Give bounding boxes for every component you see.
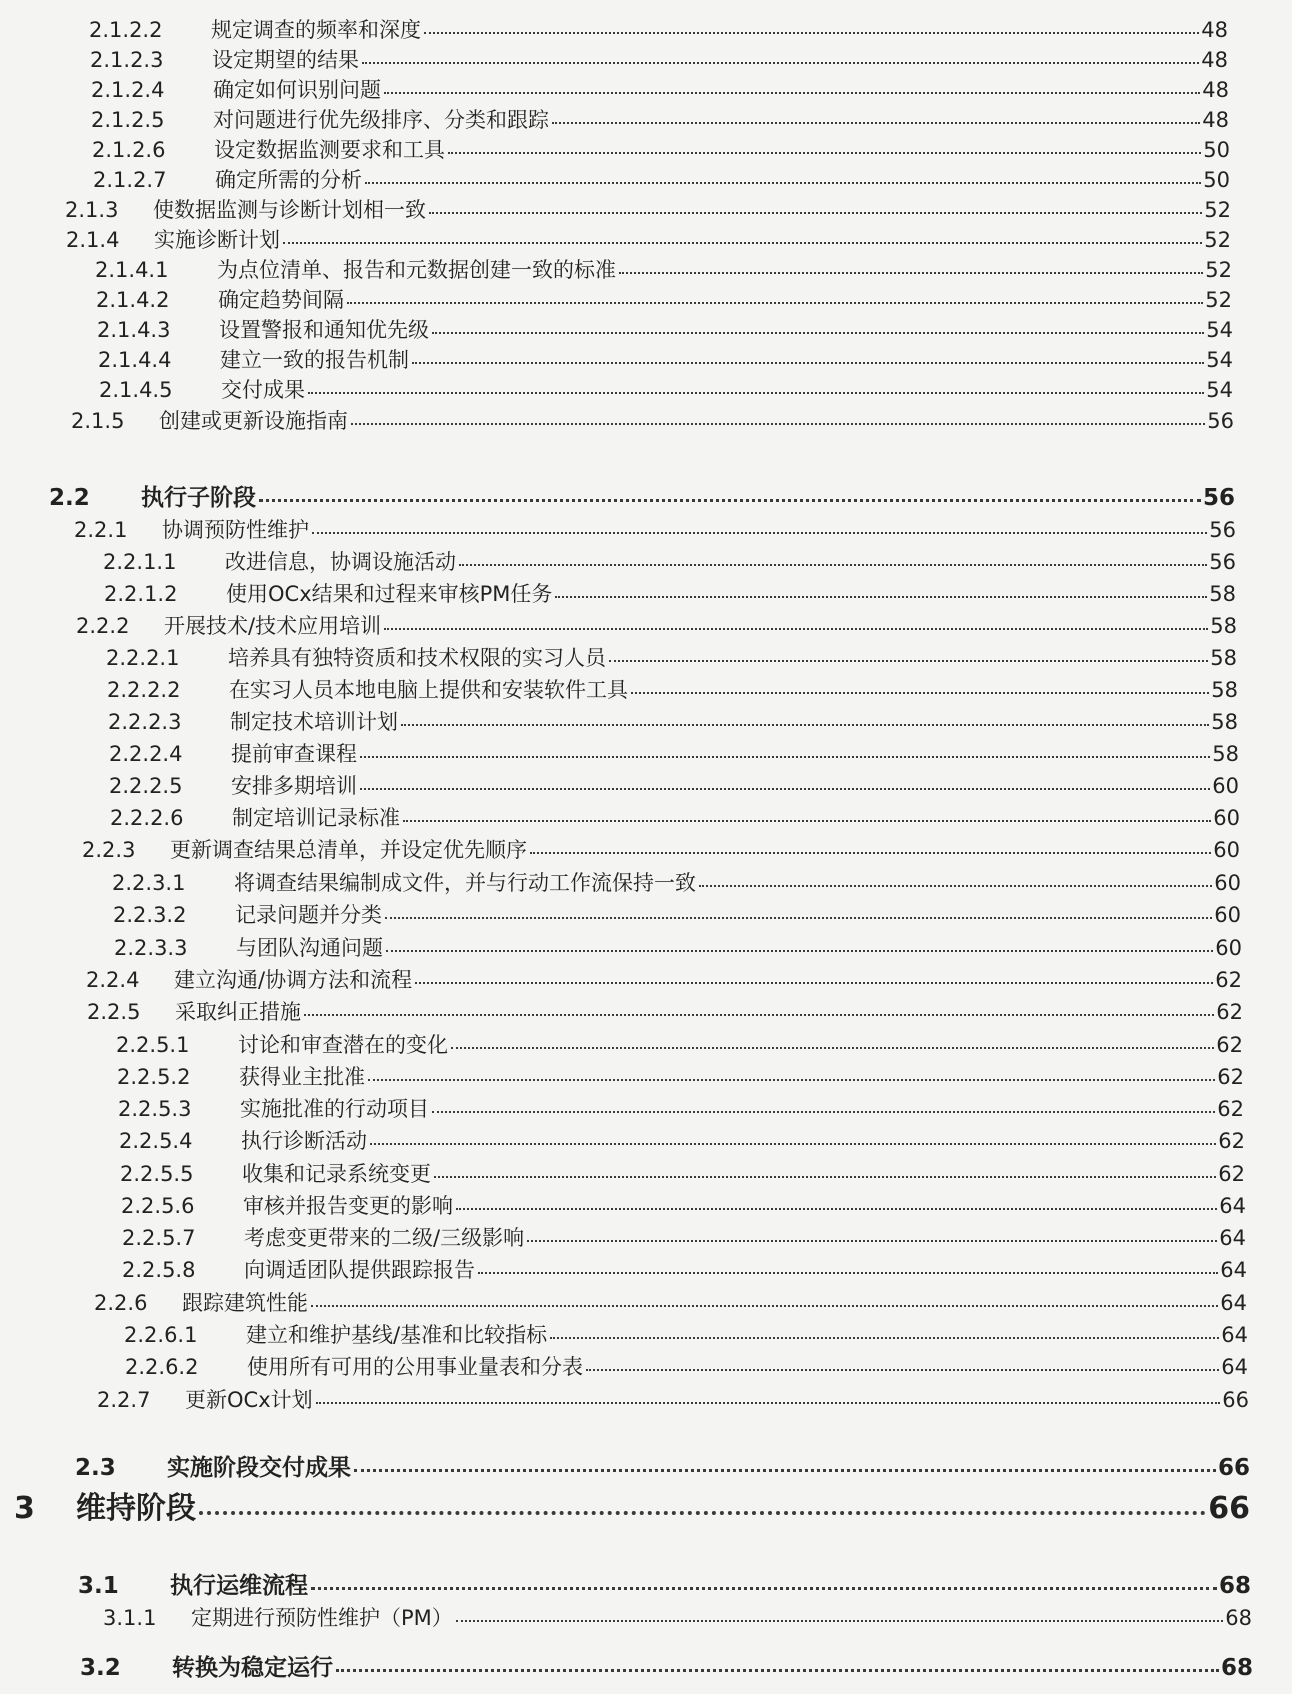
toc-entry[interactable]	[89, 14, 1228, 46]
toc-entry-title: 创建或更新设施指南	[159, 409, 348, 433]
dot-leader	[386, 950, 1213, 952]
toc-entry[interactable]	[92, 134, 1230, 166]
dot-leader	[311, 1587, 1217, 1590]
toc-entry-page: 60	[1213, 838, 1240, 862]
toc-entry-title: 与团队沟通问题	[236, 936, 383, 960]
toc-entry-title: 建立和维护基线/基准和比较指标	[246, 1323, 548, 1347]
toc-entry-number: 2.1.4.2	[96, 288, 170, 312]
toc-entry-number: 2.1.3	[65, 198, 119, 222]
dot-leader	[384, 628, 1208, 630]
toc-entry-page: 52	[1204, 198, 1231, 222]
toc-entry[interactable]	[113, 899, 1241, 931]
toc-entry[interactable]	[121, 1190, 1246, 1222]
toc-entry-number: 2.1.4.3	[97, 318, 171, 342]
dot-leader	[550, 1337, 1219, 1339]
toc-entry-page: 50	[1203, 168, 1230, 192]
toc-entry-title: 将调查结果编制成文件，并与行动工作流保持一致	[234, 871, 696, 895]
toc-entry-title: 记录问题并分类	[235, 903, 382, 927]
toc-entry-page: 48	[1201, 18, 1228, 42]
toc-entry-number: 2.2.6.1	[124, 1323, 198, 1347]
toc-entry[interactable]	[104, 578, 1236, 610]
dot-leader	[530, 852, 1211, 854]
dot-leader	[451, 1047, 1214, 1049]
dot-leader	[429, 212, 1202, 214]
toc-entry[interactable]	[91, 74, 1229, 106]
toc-entry[interactable]	[78, 1569, 1251, 1603]
dot-leader	[434, 1176, 1216, 1178]
toc-entry-page: 62	[1217, 1065, 1244, 1089]
toc-entry[interactable]	[108, 706, 1238, 738]
toc-entry-title: 获得业主批准	[239, 1065, 365, 1089]
toc-entry-number: 2.2.2	[76, 614, 130, 638]
toc-entry[interactable]	[106, 642, 1237, 674]
toc-entry[interactable]	[122, 1222, 1246, 1254]
toc-entry-page: 64	[1219, 1194, 1246, 1218]
toc-entry-title: 使用所有可用的公用事业量表和分表	[247, 1355, 583, 1379]
dot-leader	[403, 820, 1211, 822]
toc-entry-page: 62	[1218, 1129, 1245, 1153]
toc-entry-number: 2.2.5	[87, 1000, 141, 1024]
toc-entry-number: 2.2.2.2	[107, 678, 181, 702]
dot-leader	[415, 982, 1213, 984]
toc-entry[interactable]	[110, 802, 1240, 834]
toc-entry-number: 2.1.2.5	[91, 108, 165, 132]
toc-entry-number: 2.2.3	[82, 838, 136, 862]
toc-entry-title: 制定技术培训计划	[230, 710, 398, 734]
toc-entry[interactable]	[97, 314, 1233, 346]
toc-entry-page: 68	[1220, 1655, 1253, 1681]
dot-leader	[384, 92, 1200, 94]
toc-entry-title: 在实习人员本地电脑上提供和安装软件工具	[229, 678, 628, 702]
toc-entry[interactable]	[74, 514, 1236, 546]
toc-entry[interactable]	[116, 1029, 1243, 1061]
toc-entry-page: 62	[1218, 1162, 1245, 1186]
dot-leader	[312, 532, 1207, 534]
toc-entry-number: 2.2.5.4	[119, 1129, 193, 1153]
toc-entry-page: 68	[1225, 1606, 1252, 1630]
dot-leader	[283, 242, 1202, 244]
toc-entry[interactable]	[80, 1651, 1253, 1685]
dot-leader	[370, 1143, 1216, 1145]
toc-entry-number: 2.2.6.2	[125, 1355, 199, 1379]
toc-entry-number: 2.1.2.6	[92, 138, 166, 162]
toc-entry-title: 安排多期培训	[231, 774, 357, 798]
toc-entry-page: 56	[1202, 485, 1235, 511]
toc-entry-page: 64	[1220, 1258, 1247, 1282]
toc-entry-page: 60	[1214, 903, 1241, 927]
toc-entry-number: 2.2.4	[86, 968, 140, 992]
toc-entry-title: 实施阶段交付成果	[167, 1455, 351, 1481]
toc-entry-page: 54	[1206, 378, 1233, 402]
toc-entry-number: 2.2.5.2	[117, 1065, 191, 1089]
dot-leader	[619, 272, 1203, 274]
toc-entry-number: 2.2.1.2	[104, 582, 178, 606]
toc-entry-title: 执行运维流程	[170, 1573, 308, 1599]
dot-leader	[432, 1111, 1215, 1113]
toc-entry[interactable]	[122, 1254, 1247, 1286]
toc-entry[interactable]	[124, 1319, 1248, 1351]
dot-leader	[432, 332, 1204, 334]
toc-entry[interactable]	[91, 104, 1229, 136]
toc-entry-page: 64	[1221, 1323, 1248, 1347]
toc-entry-title: 收集和记录系统变更	[242, 1162, 431, 1186]
toc-entry-title: 建立沟通/协调方法和流程	[174, 968, 413, 992]
toc-entry-page: 48	[1202, 108, 1229, 132]
toc-entry-number: 3	[14, 1491, 35, 1526]
toc-entry-title: 改进信息，协调设施活动	[225, 550, 456, 574]
toc-entry-page: 56	[1209, 550, 1236, 574]
toc-entry-number: 2.2.5.5	[120, 1162, 194, 1186]
dot-leader	[412, 362, 1204, 364]
toc-entry-number: 2.2.3.3	[114, 936, 188, 960]
toc-entry[interactable]	[82, 834, 1240, 866]
toc-entry[interactable]	[98, 344, 1233, 376]
toc-entry-page: 62	[1217, 1097, 1244, 1121]
toc-entry-number: 2.2	[49, 485, 90, 511]
toc-entry-number: 2.2.1	[74, 518, 128, 542]
dot-leader	[459, 564, 1207, 566]
toc-entry[interactable]	[86, 964, 1242, 996]
dot-leader	[354, 1469, 1216, 1472]
toc-entry[interactable]	[125, 1351, 1248, 1383]
toc-entry[interactable]	[103, 546, 1236, 578]
toc-entry-title: 交付成果	[221, 378, 305, 402]
toc-entry-title: 确定如何识别问题	[213, 78, 381, 102]
toc-entry-number: 2.1.4.5	[99, 378, 173, 402]
toc-entry-title: 维持阶段	[76, 1491, 196, 1526]
toc-entry-page: 64	[1220, 1291, 1247, 1315]
dot-leader	[360, 788, 1210, 790]
toc-entry-page: 64	[1219, 1226, 1246, 1250]
toc-entry-title: 协调预防性维护	[162, 518, 309, 542]
toc-entry-title: 跟踪建筑性能	[182, 1291, 308, 1315]
toc-entry-page: 60	[1215, 936, 1242, 960]
toc-entry-number: 2.2.3.2	[113, 903, 187, 927]
dot-leader	[456, 1208, 1217, 1210]
dot-leader	[351, 423, 1205, 425]
dot-leader	[259, 499, 1201, 502]
toc-entry[interactable]	[95, 254, 1232, 286]
toc-entry-number: 3.1	[78, 1573, 119, 1599]
toc-entry-title: 执行诊断活动	[241, 1129, 367, 1153]
toc-entry-title: 实施诊断计划	[154, 228, 280, 252]
toc-entry-page: 52	[1205, 288, 1232, 312]
toc-entry-number: 2.1.4.1	[95, 258, 169, 282]
toc-entry-title: 设定数据监测要求和工具	[214, 138, 445, 162]
toc-entry[interactable]	[118, 1093, 1244, 1125]
toc-entry-page: 58	[1209, 582, 1236, 606]
toc-entry[interactable]	[75, 1451, 1250, 1485]
toc-entry-title: 考虑变更带来的二级/三级影响	[244, 1226, 525, 1250]
toc-entry-page: 58	[1211, 710, 1238, 734]
dot-leader	[448, 152, 1201, 154]
toc-entry-number: 2.2.2.6	[110, 806, 184, 830]
toc-entry-page: 62	[1216, 1000, 1243, 1024]
toc-entry-page: 48	[1201, 48, 1228, 72]
toc-entry-page: 52	[1204, 228, 1231, 252]
toc-entry-page: 62	[1215, 968, 1242, 992]
toc-entry-title: 培养具有独特资质和技术权限的实习人员	[228, 646, 606, 670]
toc-entry-number: 2.2.2.5	[109, 774, 183, 798]
dot-leader	[586, 1369, 1219, 1371]
toc-entry-number: 2.3	[75, 1455, 116, 1481]
toc-entry[interactable]	[103, 1602, 1252, 1634]
toc-entry-title: 为点位清单、报告和元数据创建一致的标准	[217, 258, 616, 282]
toc-entry-page: 68	[1218, 1573, 1251, 1599]
toc-entry-number: 2.1.2.7	[93, 168, 167, 192]
dot-leader	[424, 32, 1199, 34]
toc-entry[interactable]	[119, 1125, 1245, 1157]
toc-entry-number: 2.2.5.7	[122, 1226, 196, 1250]
toc-entry-number: 2.2.6	[94, 1291, 148, 1315]
dot-leader	[456, 1620, 1223, 1622]
toc-entry-number: 2.2.2.1	[106, 646, 180, 670]
toc-entry-title: 设置警报和通知优先级	[219, 318, 429, 342]
dot-leader	[609, 660, 1208, 662]
toc-entry-number: 2.1.4.4	[98, 348, 172, 372]
toc-entry-page: 58	[1210, 614, 1237, 638]
toc-entry-title: 执行子阶段	[141, 485, 256, 511]
toc-entry-title: 制定培训记录标准	[232, 806, 400, 830]
toc-entry-number: 2.2.1.1	[103, 550, 177, 574]
toc-entry[interactable]	[90, 44, 1228, 76]
toc-entry-title: 向调适团队提供跟踪报告	[244, 1258, 475, 1282]
toc-entry-title: 使用OCx结果和过程来审核PM任务	[226, 582, 553, 606]
dot-leader	[365, 182, 1201, 184]
dot-leader	[555, 596, 1207, 598]
toc-entry-number: 2.1.5	[71, 409, 125, 433]
toc-entry-title: 采取纠正措施	[175, 1000, 301, 1024]
toc-entry-title: 审核并报告变更的影响	[243, 1194, 453, 1218]
toc-entry-number: 2.1.2.2	[89, 18, 163, 42]
toc-entry-page: 66	[1222, 1388, 1249, 1412]
toc-entry-number: 3.2	[80, 1655, 121, 1681]
toc-entry-page: 50	[1203, 138, 1230, 162]
toc-entry-number: 3.1.1	[103, 1606, 157, 1630]
toc-entry-title: 更新调查结果总清单，并设定优先顺序	[170, 838, 527, 862]
toc-entry[interactable]	[109, 770, 1239, 802]
toc-entry[interactable]	[109, 738, 1239, 770]
dot-leader	[308, 392, 1204, 394]
toc-entry-page: 66	[1208, 1491, 1250, 1526]
toc-entry-page: 48	[1202, 78, 1229, 102]
toc-entry[interactable]	[94, 1287, 1247, 1319]
dot-leader	[368, 1079, 1215, 1081]
toc-entry[interactable]	[96, 284, 1232, 316]
toc-entry-page: 54	[1206, 318, 1233, 342]
toc-entry-title: 建立一致的报告机制	[220, 348, 409, 372]
dot-leader	[311, 1305, 1218, 1307]
toc-entry-number: 2.2.5.1	[116, 1033, 190, 1057]
dot-leader	[401, 724, 1209, 726]
dot-leader	[631, 692, 1209, 694]
toc-entry[interactable]	[87, 996, 1243, 1028]
toc-entry-title: 更新OCx计划	[185, 1388, 313, 1412]
toc-entry-page: 60	[1214, 871, 1241, 895]
toc-entry-title: 确定所需的分析	[215, 168, 362, 192]
dot-leader	[336, 1669, 1219, 1672]
toc-entry[interactable]	[117, 1061, 1244, 1093]
toc-entry-number: 2.1.2.3	[90, 48, 164, 72]
toc-entry-number: 2.2.5.3	[118, 1097, 192, 1121]
dot-leader	[199, 1511, 1206, 1515]
toc-entry-title: 讨论和审查潜在的变化	[238, 1033, 448, 1057]
toc-entry-page: 64	[1221, 1355, 1248, 1379]
toc-entry-page: 58	[1212, 742, 1239, 766]
toc-entry-title: 规定调查的频率和深度	[211, 18, 421, 42]
toc-entry-number: 2.1.2.4	[91, 78, 165, 102]
toc-entry-title: 实施批准的行动项目	[240, 1097, 429, 1121]
toc-entry[interactable]	[112, 867, 1241, 899]
dot-leader	[527, 1240, 1217, 1242]
toc-entry-title: 确定趋势间隔	[218, 288, 344, 312]
toc-entry-title: 对问题进行优先级排序、分类和跟踪	[213, 108, 549, 132]
toc-entry-page: 54	[1206, 348, 1233, 372]
toc-entry-number: 2.2.5.6	[121, 1194, 195, 1218]
toc-entry[interactable]	[120, 1158, 1245, 1190]
dot-leader	[316, 1402, 1221, 1404]
toc-entry-page: 60	[1213, 806, 1240, 830]
dot-leader	[699, 885, 1212, 887]
toc-entry[interactable]	[66, 224, 1231, 256]
toc-entry-number: 2.2.2.3	[108, 710, 182, 734]
toc-entry-title: 使数据监测与诊断计划相一致	[153, 198, 426, 222]
toc-entry-page: 52	[1205, 258, 1232, 282]
dot-leader	[360, 756, 1210, 758]
toc-entry-title: 提前审查课程	[231, 742, 357, 766]
dot-leader	[347, 302, 1203, 304]
toc-entry[interactable]	[107, 674, 1238, 706]
toc-entry-page: 66	[1217, 1455, 1250, 1481]
toc-entry-title: 开展技术/技术应用培训	[164, 614, 382, 638]
dot-leader	[478, 1272, 1218, 1274]
toc-entry[interactable]	[49, 481, 1235, 515]
toc-entry-number: 2.2.2.4	[109, 742, 183, 766]
toc-entry-page: 56	[1209, 518, 1236, 542]
dot-leader	[385, 917, 1212, 919]
toc-entry-page: 58	[1211, 678, 1238, 702]
toc-entry[interactable]	[99, 374, 1233, 406]
toc-entry[interactable]	[71, 405, 1234, 437]
toc-entry-page: 56	[1207, 409, 1234, 433]
toc-entry-page: 58	[1210, 646, 1237, 670]
toc-entry-number: 2.2.3.1	[112, 871, 186, 895]
toc-entry-number: 2.2.7	[97, 1388, 151, 1412]
toc-entry-page: 62	[1216, 1033, 1243, 1057]
toc-entry[interactable]	[14, 1488, 1250, 1530]
toc-entry-title: 设定期望的结果	[212, 48, 359, 72]
toc-entry[interactable]	[93, 164, 1230, 196]
toc-entry[interactable]	[65, 194, 1231, 226]
toc-entry-title: 转换为稳定运行	[172, 1655, 333, 1681]
dot-leader	[304, 1014, 1214, 1016]
toc-entry-number: 2.2.5.8	[122, 1258, 196, 1282]
toc-entry[interactable]	[114, 932, 1242, 964]
dot-leader	[362, 62, 1199, 64]
toc-entry-number: 2.1.4	[66, 228, 120, 252]
dot-leader	[552, 122, 1200, 124]
toc-entry[interactable]	[97, 1384, 1249, 1416]
toc-entry-page: 60	[1212, 774, 1239, 798]
toc-entry[interactable]	[76, 610, 1237, 642]
toc-entry-title: 定期进行预防性维护（PM）	[191, 1606, 453, 1630]
